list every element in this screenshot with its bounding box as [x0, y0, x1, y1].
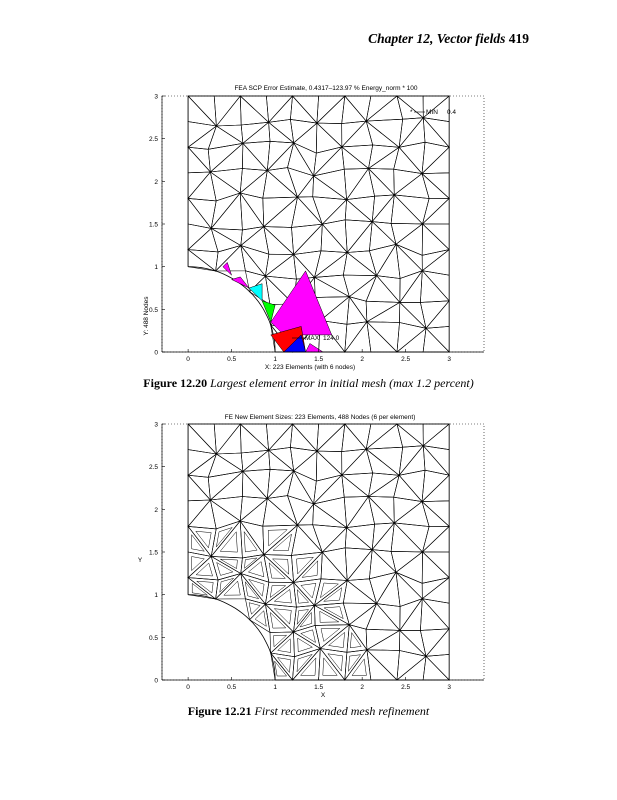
- mesh-element: [216, 125, 243, 143]
- refined-element: [301, 583, 316, 598]
- y-tick-label: 0.5: [148, 634, 158, 642]
- mesh-element: [345, 220, 372, 253]
- mesh-element: [188, 172, 216, 201]
- mesh-element: [315, 251, 348, 278]
- refined-element: [249, 579, 264, 596]
- mesh-element: [372, 195, 394, 222]
- mesh-element: [265, 583, 296, 608]
- max-label: MAX: [305, 335, 320, 342]
- mesh-element: [211, 556, 242, 573]
- mesh-element: [288, 143, 314, 176]
- x-tick-label: 2.5: [401, 356, 411, 363]
- x-tick-label: 1: [273, 356, 277, 363]
- x-tick-label: 0: [186, 684, 190, 691]
- figure-error-estimate: [0, 80, 617, 380]
- refined-element: [348, 655, 360, 672]
- mesh-element: [263, 171, 298, 199]
- mesh-element: [422, 224, 449, 255]
- max-value: 124.0: [323, 335, 340, 342]
- mesh-element: [267, 469, 293, 498]
- refined-element: [275, 661, 287, 676]
- mesh-element: [294, 251, 321, 278]
- refined-element: [273, 559, 289, 574]
- mesh-element: [240, 96, 268, 122]
- mesh-element: [290, 447, 317, 471]
- mesh-element: [293, 96, 319, 123]
- refined-element: [320, 583, 338, 598]
- mesh-element: [342, 145, 373, 169]
- mesh-element: [316, 123, 342, 153]
- refined-element: [220, 578, 234, 592]
- x-tick-label: 1.5: [314, 684, 324, 691]
- y-tick-label: 1: [154, 264, 158, 272]
- mesh-element: [422, 578, 449, 599]
- mesh-element: [347, 497, 375, 528]
- mesh-element: [314, 497, 347, 527]
- mesh-element: [211, 228, 241, 252]
- mesh-element: [269, 447, 294, 471]
- mesh-element: [377, 604, 401, 631]
- mesh-element: [250, 604, 270, 632]
- mesh-element: [347, 169, 375, 200]
- mesh-element: [266, 424, 292, 450]
- mesh-element: [292, 525, 323, 555]
- mesh-element: [188, 475, 210, 500]
- x-tick-label: 2: [360, 356, 364, 363]
- refined-element: [298, 638, 313, 652]
- mesh-element: [298, 197, 323, 225]
- mesh-element: [263, 499, 298, 527]
- x-tick-label: 2: [360, 684, 364, 691]
- mesh-element: [372, 222, 396, 245]
- mesh-element: [342, 473, 373, 497]
- mesh-element: [391, 223, 422, 244]
- mesh-element: [208, 454, 243, 477]
- mesh-element: [366, 424, 397, 449]
- x-axis-label: X: 223 Elements (with 6 nodes): [264, 364, 356, 371]
- mesh-element: [423, 552, 450, 578]
- mesh-element: [396, 552, 423, 583]
- mesh-element: [314, 475, 342, 504]
- mesh-element: [210, 169, 242, 194]
- y-tick-label: 2: [154, 178, 158, 186]
- highlighted-element: [232, 277, 249, 288]
- refined-element: [300, 612, 312, 627]
- refined-element: [268, 530, 287, 546]
- refinement-triangles: [192, 528, 367, 677]
- mesh-element: [400, 599, 423, 631]
- mesh-element: [342, 424, 367, 452]
- mesh-element: [322, 548, 347, 581]
- mesh-element: [420, 271, 449, 303]
- min-value: 0.4: [447, 109, 457, 116]
- mesh-element: [399, 446, 423, 476]
- mesh-element: [188, 500, 210, 526]
- mesh-element: [345, 322, 371, 352]
- refined-element: [302, 561, 318, 578]
- mesh-element: [188, 424, 216, 454]
- mesh-element: [214, 424, 240, 454]
- refined-element: [274, 635, 287, 647]
- mesh-element: [292, 224, 323, 254]
- mesh-element: [317, 424, 345, 451]
- refined-element: [192, 535, 205, 552]
- plot-title: FEA SCP Error Estimate, 0.4317–123.97 % Energy_norm * 100: [234, 85, 418, 92]
- mesh-element: [208, 471, 243, 500]
- mesh-element: [314, 169, 347, 199]
- refined-element: [297, 610, 309, 625]
- mesh-element: [265, 254, 293, 276]
- refined-element: [320, 611, 339, 622]
- figure-mesh-refinement: [0, 408, 617, 708]
- mesh-element: [313, 197, 347, 225]
- mesh-element: [343, 581, 376, 604]
- mesh-element: [240, 424, 268, 450]
- refined-element: [274, 589, 291, 603]
- refined-element: [220, 559, 237, 568]
- mesh-element: [397, 424, 423, 446]
- mesh-element: [423, 424, 449, 446]
- mesh-element: [422, 173, 449, 199]
- plot-title: FE New Element Sizes: 223 Elements, 488 Nodes (6 per element): [224, 414, 416, 421]
- mesh-element: [396, 244, 422, 270]
- mesh-element: [399, 142, 425, 173]
- mesh-element: [426, 326, 449, 352]
- min-label: MIN: [426, 109, 438, 116]
- mesh-element: [423, 424, 449, 450]
- mesh-element: [422, 250, 449, 271]
- mesh-element: [345, 322, 367, 352]
- mesh-element: [369, 169, 395, 195]
- refined-element: [328, 654, 343, 671]
- mesh-element: [397, 651, 426, 681]
- mesh-element: [210, 500, 240, 529]
- y-tick-label: 2.5: [148, 136, 158, 144]
- refined-element: [269, 563, 285, 578]
- mesh-element: [426, 654, 449, 680]
- mesh-element: [391, 195, 422, 224]
- mesh-element: [347, 196, 375, 221]
- mesh-element: [422, 578, 449, 604]
- mesh-element: [241, 122, 268, 143]
- mesh-element: [292, 197, 323, 227]
- mesh-element: [391, 523, 422, 552]
- mesh-element: [400, 630, 426, 656]
- refined-element: [324, 588, 342, 602]
- mesh-element: [366, 301, 400, 322]
- refined-element: [301, 630, 316, 643]
- refined-element: [278, 658, 291, 673]
- x-tick-label: 1.5: [314, 356, 324, 363]
- refined-element: [197, 581, 214, 593]
- mesh-element: [188, 228, 218, 252]
- mesh-element: [396, 244, 422, 278]
- refined-element: [270, 586, 286, 598]
- mesh-element: [372, 523, 394, 550]
- mesh-element: [240, 169, 267, 194]
- mesh-element: [397, 323, 426, 353]
- caption-number: Figure 12.21: [187, 704, 252, 718]
- mesh-element: [344, 169, 368, 200]
- mesh-element: [396, 572, 422, 598]
- mesh-element: [288, 471, 314, 504]
- mesh-element: [267, 496, 297, 525]
- refined-element: [270, 613, 286, 629]
- mesh-element: [342, 121, 367, 147]
- mesh-element: [314, 147, 342, 176]
- y-tick-label: 3: [154, 93, 158, 101]
- mesh-element: [210, 172, 240, 201]
- refined-element: [244, 532, 257, 552]
- y-tick-label: 2.5: [148, 464, 158, 472]
- mesh-element: [243, 141, 270, 170]
- mesh-element: [394, 174, 429, 199]
- refined-element: [324, 607, 343, 619]
- mesh-element: [298, 525, 323, 553]
- mesh-element: [400, 302, 426, 328]
- highlighted-element: [223, 262, 232, 275]
- mesh-element: [208, 143, 243, 172]
- running-header: [368, 31, 529, 47]
- mesh-element: [366, 96, 397, 121]
- mesh-element: [366, 424, 403, 449]
- mesh-element: [391, 551, 422, 572]
- mesh-element: [400, 271, 423, 303]
- y-tick-label: 0: [154, 349, 158, 357]
- refined-element: [249, 603, 260, 615]
- mesh-element: [188, 172, 210, 198]
- mesh-element: [343, 275, 376, 297]
- mesh-element: [343, 603, 376, 625]
- mesh-element: [422, 142, 449, 173]
- mesh-element: [372, 550, 396, 573]
- refined-element: [297, 590, 308, 604]
- refined-element: [248, 562, 264, 577]
- y-axis-label: Y: [137, 557, 143, 564]
- y-tick-label: 0: [154, 677, 158, 685]
- mesh-element: [216, 246, 246, 272]
- y-tick-label: 2: [154, 506, 158, 514]
- refined-element: [350, 633, 361, 648]
- mesh-element: [396, 572, 422, 606]
- mesh-element: [211, 228, 242, 245]
- mesh-element: [342, 449, 373, 475]
- mesh-element: [240, 193, 264, 227]
- mesh-element: [265, 255, 296, 280]
- mesh-element: [396, 224, 423, 255]
- mesh-element: [317, 96, 345, 123]
- mesh-element: [240, 521, 264, 555]
- x-tick-label: 3: [447, 356, 452, 363]
- figure-caption: [0, 376, 617, 391]
- mesh-element: [423, 656, 449, 680]
- mesh-lines: [188, 424, 449, 680]
- mesh-element: [243, 469, 270, 498]
- mesh-element: [369, 572, 396, 603]
- refined-element: [196, 563, 213, 576]
- mesh-element: [399, 118, 423, 148]
- mesh-element: [347, 251, 376, 276]
- refined-element: [297, 557, 314, 574]
- mesh-element: [315, 579, 348, 606]
- x-tick-label: 2.5: [401, 684, 411, 691]
- mesh-element: [188, 500, 216, 529]
- mesh-element: [366, 447, 403, 475]
- mesh-element: [317, 451, 342, 475]
- mesh-element: [422, 470, 449, 501]
- mesh-element: [423, 224, 450, 250]
- mesh-element: [343, 253, 376, 276]
- refined-element: [216, 528, 232, 547]
- x-tick-label: 3: [447, 684, 452, 691]
- mesh-element: [342, 121, 373, 147]
- mesh-element: [290, 119, 317, 142]
- caption-text: First recommended mesh refinement: [254, 704, 430, 718]
- y-tick-label: 3: [154, 421, 158, 429]
- mesh-element: [316, 451, 342, 481]
- refined-element: [192, 583, 207, 595]
- mesh-element: [423, 328, 449, 352]
- x-tick-label: 0.5: [227, 684, 237, 691]
- mesh-element: [188, 147, 210, 172]
- mesh-element: [394, 147, 422, 173]
- refined-element: [301, 658, 316, 675]
- x-tick-label: 1: [273, 684, 277, 691]
- mesh-element: [423, 526, 450, 552]
- mesh-element: [342, 449, 367, 475]
- mesh-element: [188, 96, 216, 126]
- mesh-element: [366, 119, 403, 147]
- highlighted-element: [306, 344, 323, 353]
- mesh-element: [394, 502, 429, 527]
- mesh-element: [313, 525, 347, 553]
- refined-element: [297, 654, 312, 671]
- mesh-element: [241, 450, 268, 471]
- mesh-element: [240, 497, 267, 522]
- x-axis-label: X: [320, 692, 326, 699]
- figure-caption: [0, 704, 617, 719]
- y-tick-label: 0.5: [148, 306, 158, 314]
- mesh-element: [367, 650, 400, 680]
- x-tick-label: 0: [186, 356, 190, 363]
- mesh-element: [210, 497, 242, 522]
- mesh-element: [322, 220, 347, 253]
- mesh-element: [422, 552, 449, 583]
- page-number: 419: [508, 31, 529, 46]
- mesh-element: [369, 497, 395, 523]
- mesh-element: [267, 141, 293, 170]
- y-axis-label: Y: 488 Nodes: [143, 296, 150, 336]
- x-tick-label: 0.5: [227, 356, 237, 363]
- mesh-element: [422, 250, 449, 276]
- caption-text: Largest element error in initial mesh (max 1.2 percent): [210, 376, 474, 390]
- mesh-element: [269, 119, 294, 142]
- chapter-title: Chapter 12, Vector fields: [368, 31, 506, 46]
- mesh-element: [266, 96, 292, 122]
- mesh-element: [208, 126, 243, 149]
- y-tick-label: 1: [154, 592, 158, 600]
- mesh-element: [394, 475, 422, 501]
- mesh-element: [420, 301, 449, 329]
- mesh-element: [367, 322, 400, 352]
- mesh-element: [345, 548, 372, 581]
- mesh-element: [347, 524, 375, 549]
- mesh-element: [349, 276, 376, 302]
- y-tick-label: 1.5: [148, 221, 158, 229]
- mesh-element: [293, 424, 319, 451]
- mesh-element: [349, 604, 376, 630]
- mesh-element: [422, 599, 449, 629]
- mesh-element: [422, 501, 449, 527]
- refined-element: [245, 582, 259, 599]
- y-tick-label: 1.5: [148, 549, 158, 557]
- mesh-element: [294, 605, 315, 632]
- mesh-element: [377, 276, 401, 303]
- highlighted-element: [271, 271, 332, 335]
- mesh-element: [399, 470, 425, 501]
- mesh-element: [347, 579, 376, 604]
- mesh-element: [342, 96, 367, 124]
- caption-number: Figure 12.20: [143, 376, 208, 390]
- mesh-element: [420, 599, 449, 631]
- mesh-element: [366, 96, 403, 121]
- mesh-element: [317, 123, 342, 147]
- mesh-element: [344, 497, 368, 528]
- mesh-element: [423, 198, 450, 224]
- svg-text:*: *: [410, 109, 413, 116]
- refined-element: [273, 534, 292, 551]
- mesh-element: [420, 629, 449, 657]
- mesh-element: [369, 244, 396, 275]
- mesh-element: [214, 96, 240, 126]
- mesh-element: [422, 271, 449, 301]
- mesh-element: [267, 168, 297, 198]
- mesh-element: [245, 599, 265, 620]
- mesh-element: [366, 629, 400, 650]
- mesh-element: [216, 453, 243, 471]
